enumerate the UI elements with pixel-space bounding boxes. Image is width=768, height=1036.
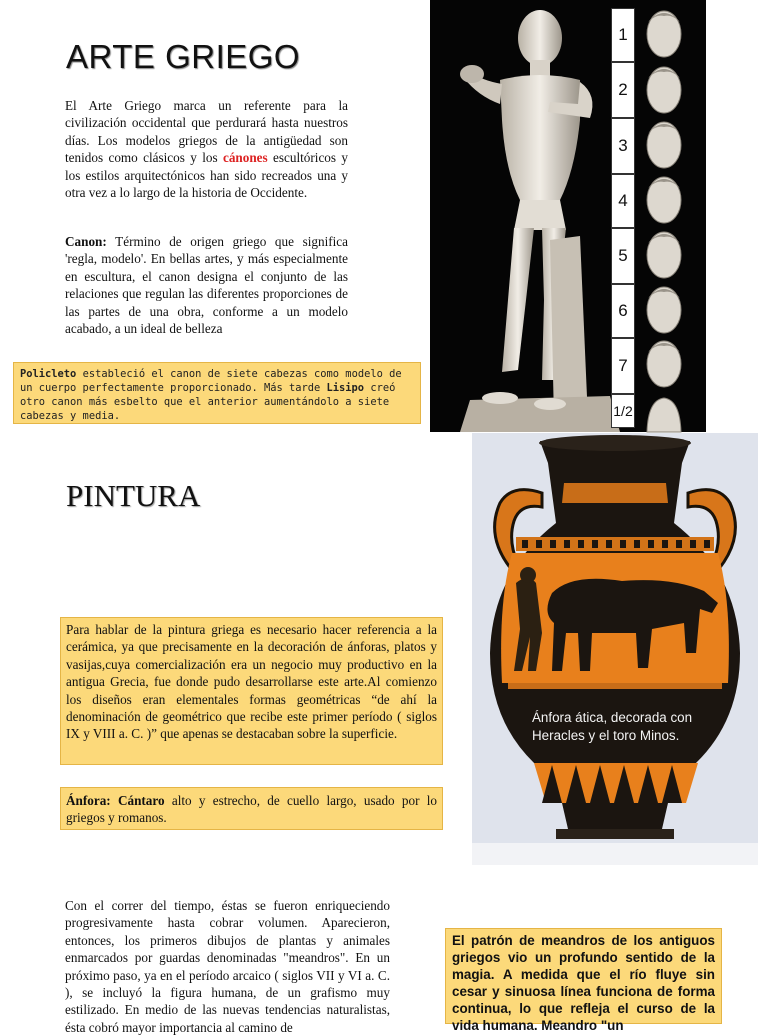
evolution-paragraph — [65, 897, 390, 1036]
canon-definition — [65, 233, 348, 337]
amphora-photo — [472, 433, 758, 865]
intro-text-end: escultóricos y los estilos arquitectónicos han sido recreados una y otra vez a lo largo de la historia de Occidente. — [65, 150, 348, 201]
head-icon — [647, 232, 681, 278]
anfora-definition-box — [60, 787, 443, 830]
section-title-pintura: PINTURA — [66, 478, 201, 513]
ruler-cell-5: 5 — [611, 228, 635, 284]
painting-intro-text: Para hablar de la pintura griega es necesario hacer referencia a la cerámica, ya que precisamente en la decoración de ánforas, platos y vasijas,cuya comercialización era un negocio muy productivo en la antigua Grecia, fue donde pudo desarrollarse este arte.Al comienzo los diseños eran elementales formas geométricas “de ahí la denominación de geométrico que recibe este primer período ( siglos IX y VIII a. C. )” que apenas se destacaban sobre la superficie. — [66, 622, 437, 742]
policleto-name: Policleto — [20, 368, 77, 380]
policleto-text-2: creó otro canon más esbelto que el anterior aumentándolo a siete cabezas y media. — [20, 382, 396, 422]
ruler-cell-3: 3 — [611, 118, 635, 174]
ruler-cell-2: 2 — [611, 62, 635, 118]
meandros-text: El patrón de meandros de los antiguos griegos vio un profundo sentido de la magia. A medida que el río fluye sin cesar y sinuosa línea funciona de forma continua, lo que refleja el curso de la vida humana. Meandro "un — [452, 933, 715, 1033]
canones-highlight: cánones — [222, 150, 268, 166]
ruler-cell-half: 1/2 — [611, 394, 635, 428]
head-icon — [647, 122, 681, 168]
head-icon-half — [647, 398, 681, 432]
ruler-cell-6: 6 — [611, 284, 635, 338]
canon-term: Canon: — [65, 234, 107, 249]
painting-intro-box — [60, 617, 443, 765]
anfora-term: Ánfora: Cántaro — [66, 793, 165, 808]
amphora-illustration — [472, 433, 758, 865]
head-icon — [647, 341, 681, 387]
lisipo-name: Lisipo — [326, 382, 365, 394]
head-icon — [647, 11, 681, 57]
head-icon — [647, 287, 681, 333]
head-units-column — [640, 4, 690, 432]
intro-text-start: El Arte Griego marca un referente para la civilización occidental que perdurará hasta nuestros días. Los modelos griegos de la antigüedad son tenidos como clásicos y los — [65, 98, 348, 166]
section-title-arte-griego: ARTE GRIEGO — [66, 38, 301, 75]
ruler-cell-7: 7 — [611, 338, 635, 394]
anfora-text: alto y estrecho, de cuello largo, usado por lo griegos y romanos. — [66, 793, 437, 826]
policleto-text-1: estableció el canon de siete cabezas como modelo de un cuerpo perfectamente proporcionado. Más tarde — [20, 368, 402, 394]
ruler-cell-4: 4 — [611, 174, 635, 228]
ruler-cell-1: 1 — [611, 8, 635, 62]
amphora-caption: Ánfora ática, decorada con Heracles y el toro Minos. — [532, 710, 693, 743]
evolution-text: Con el correr del tiempo, éstas se fueron enriqueciendo progresivamente hasta cobrar volumen. Aparecieron, entonces, los primeros dibujos de plantas y animales enmarcados por guardas denominadas "meandros". En un próximo paso, ya en el período arcaico ( siglos VII y VI a. C. ), se incluyó la figura humana, de un grafismo muy estilizado. En medio de las nuevas tendencias naturalistas, ésta cobró mayor importancia al camino de — [65, 898, 390, 1035]
head-icon — [647, 177, 681, 223]
intro-paragraph — [65, 97, 348, 201]
canon-text: Término de origen griego que significa 'regla, modelo'. En bellas artes, y más especialmente en escultura, el canon designa el conjunto de las relaciones que regulan las diferentes proporciones de las partes de una obra, conforme a un modelo acabado, a un ideal de belleza — [65, 234, 348, 337]
meandros-note-box — [445, 928, 722, 1033]
policleto-note-box — [13, 362, 421, 424]
head-icon — [647, 67, 681, 113]
